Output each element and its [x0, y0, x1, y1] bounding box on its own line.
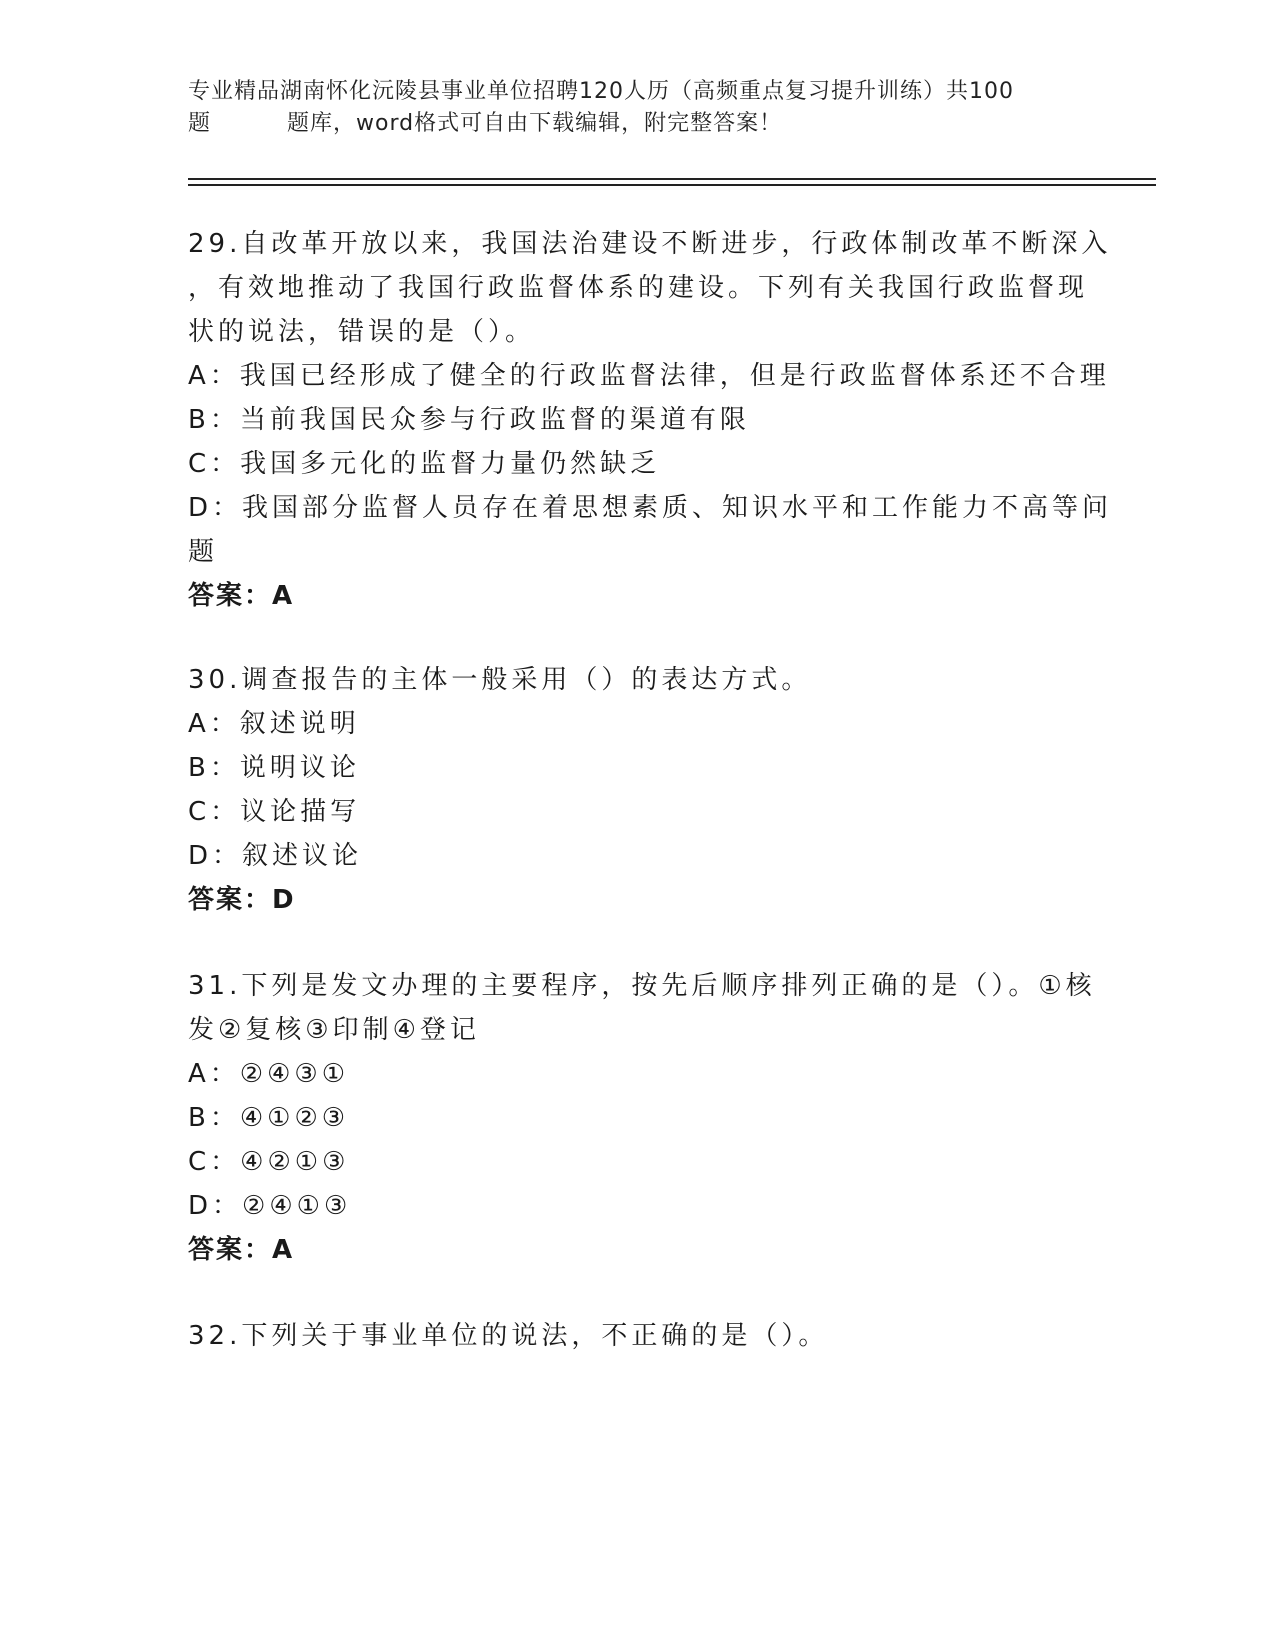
- option-c: C：④②①③: [188, 1147, 350, 1177]
- question-stem-line: 30.调查报告的主体一般采用（）的表达方式。: [188, 665, 812, 695]
- question-stem-line: 状的说法，错误的是（）。: [188, 317, 536, 347]
- option-d-continuation: 题: [188, 537, 219, 567]
- header-title-line-2-rest: 题库，word格式可自由下载编辑，附完整答案！: [287, 111, 783, 136]
- header-divider-top: [188, 178, 1156, 180]
- option-a: A：叙述说明: [188, 709, 360, 739]
- question-stem-line: 32.下列关于事业单位的说法，不正确的是（）。: [188, 1321, 829, 1351]
- option-d: D：叙述议论: [188, 841, 363, 871]
- option-b: B：④①②③: [188, 1103, 350, 1133]
- question-stem-line: ，有效地推动了我国行政监督体系的建设。下列有关我国行政监督现: [188, 273, 1089, 303]
- option-c: C：我国多元化的监督力量仍然缺乏: [188, 449, 661, 479]
- answer-line: 答案：A: [188, 581, 295, 611]
- document-header: [188, 76, 1088, 140]
- header-title-line-2-start: 题: [188, 111, 212, 136]
- answer-line: 答案：D: [188, 885, 296, 915]
- option-c: C：议论描写: [188, 797, 361, 827]
- header-divider-bottom: [188, 184, 1156, 186]
- question-stem-line: 发②复核③印制④登记: [188, 1015, 480, 1045]
- question-stem-line: 29.自改革开放以来，我国法治建设不断进步，行政体制改革不断深入: [188, 229, 1112, 259]
- question-stem-line: 31.下列是发文办理的主要程序，按先后顺序排列正确的是（）。①核: [188, 971, 1096, 1001]
- header-title-line-1: 专业精品湖南怀化沅陵县事业单位招聘120人历（高频重点复习提升训练）共100: [188, 79, 1014, 104]
- option-d: D：②④①③: [188, 1191, 352, 1221]
- answer-line: 答案：A: [188, 1235, 295, 1265]
- option-d: D：我国部分监督人员存在着思想素质、知识水平和工作能力不高等问: [188, 493, 1113, 523]
- header-title-line-2: [188, 108, 1088, 140]
- option-a: A：我国已经形成了健全的行政监督法律，但是行政监督体系还不合理: [188, 361, 1110, 391]
- option-a: A：②④③①: [188, 1059, 350, 1089]
- option-b: B：说明议论: [188, 753, 360, 783]
- option-b: B：当前我国民众参与行政监督的渠道有限: [188, 405, 750, 435]
